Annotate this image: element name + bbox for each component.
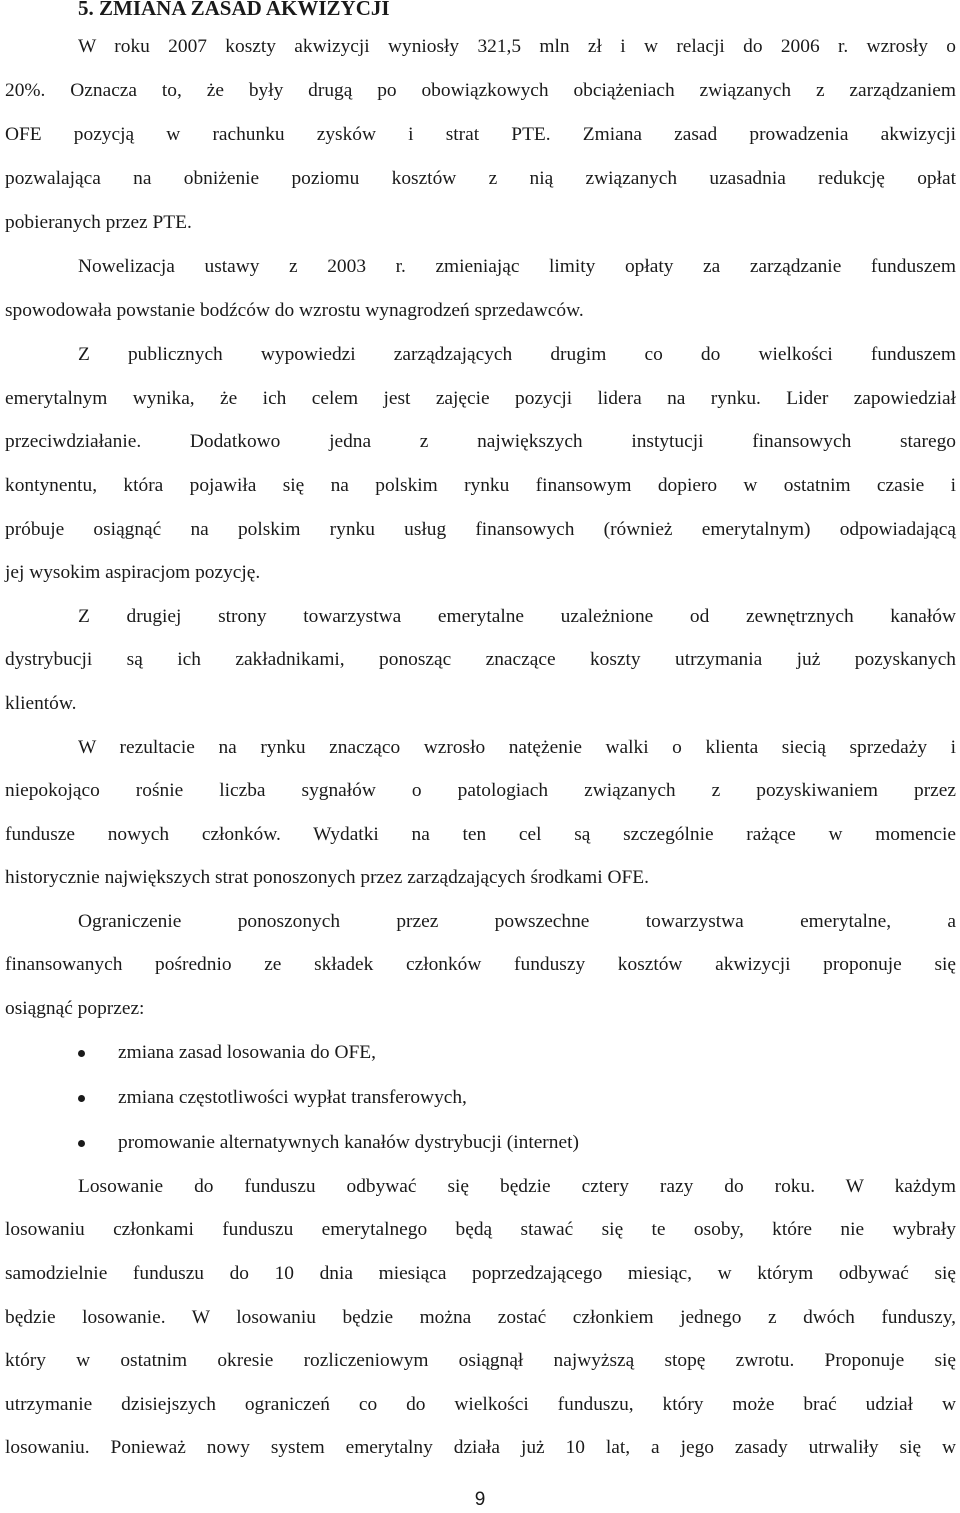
paragraph-line: Nowelizacja ustawy z 2003 r. zmieniając limity opłaty za zarządzanie funduszem bbox=[78, 256, 956, 277]
paragraph-line: historycznie największych strat ponoszonych przez zarządzających środkami OFE. bbox=[5, 867, 649, 888]
paragraph-line: który w ostatnim okresie rozliczeniowym osiągnął najwyższą stopę zwrotu. Proponuje się bbox=[5, 1350, 956, 1371]
paragraph-line: utrzymanie dzisiejszych ograniczeń co do wielkości funduszu, który może brać udział w bbox=[5, 1394, 956, 1415]
bullet-icon bbox=[78, 1050, 85, 1057]
paragraph-line: niepokojąco rośnie liczba sygnałów o patologiach związanych z pozyskiwaniem przez bbox=[5, 780, 956, 801]
paragraph-line: dystrybucji są ich zakładnikami, ponosząc znaczące koszty utrzymania już pozyskanych bbox=[5, 649, 956, 670]
section-heading: 5. ZMIANA ZASAD AKWIZYCJI bbox=[78, 0, 390, 20]
bullet-text: promowanie alternatywnych kanałów dystrybucji (internet) bbox=[118, 1132, 579, 1153]
bullet-list-item bbox=[78, 1129, 938, 1157]
bullet-text: zmiana częstotliwości wypłat transferowych, bbox=[118, 1087, 467, 1108]
bullet-icon bbox=[78, 1095, 85, 1102]
paragraph-line: W roku 2007 koszty akwizycji wyniosły 321,5 mln zł i w relacji do 2006 r. wzrosły o bbox=[78, 36, 956, 57]
paragraph-line: OFE pozycją w rachunku zysków i strat PTE. Zmiana zasad prowadzenia akwizycji bbox=[5, 124, 956, 145]
paragraph-line: pobieranych przez PTE. bbox=[5, 212, 192, 233]
paragraph-line: losowaniu członkami funduszu emerytalnego będą stawać się te osoby, które nie wybrały bbox=[5, 1219, 956, 1240]
paragraph-line: osiągnąć poprzez: bbox=[5, 998, 145, 1019]
paragraph-line: fundusze nowych członków. Wydatki na ten cel są szczególnie rażące w momencie bbox=[5, 824, 956, 845]
bullet-text: zmiana zasad losowania do OFE, bbox=[118, 1042, 376, 1063]
paragraph-line: klientów. bbox=[5, 693, 77, 714]
paragraph-line: W rezultacie na rynku znacząco wzrosło natężenie walki o klienta siecią sprzedaży i bbox=[78, 737, 956, 758]
paragraph-line: finansowanych pośrednio ze składek członków funduszy kosztów akwizycji proponuje się bbox=[5, 954, 956, 975]
paragraph-line: 20%. Oznacza to, że były drugą po obowiązkowych obciążeniach związanych z zarządzaniem bbox=[5, 80, 956, 101]
paragraph-line: spowodowała powstanie bodźców do wzrostu wynagrodzeń sprzedawców. bbox=[5, 300, 584, 321]
paragraph-line: kontynentu, która pojawiła się na polskim rynku finansowym dopiero w ostatnim czasie i bbox=[5, 475, 956, 496]
paragraph-line: emerytalnym wynika, że ich celem jest zajęcie pozycji lidera na rynku. Lider zapowiedział bbox=[5, 388, 956, 409]
paragraph-line: próbuje osiągnąć na polskim rynku usług finansowych (również emerytalnym) odpowiadającą bbox=[5, 519, 956, 540]
bullet-list-item bbox=[78, 1084, 938, 1112]
paragraph-line: Losowanie do funduszu odbywać się będzie cztery razy do roku. W każdym bbox=[78, 1176, 956, 1197]
paragraph-line: losowaniu. Ponieważ nowy system emerytalny działa już 10 lat, a jego zasady utrwaliły się w bbox=[5, 1437, 956, 1458]
paragraph-line: samodzielnie funduszu do 10 dnia miesiąca poprzedzającego miesiąc, w którym odbywać się bbox=[5, 1263, 956, 1284]
bullet-list-item bbox=[78, 1039, 938, 1067]
page-number: 9 bbox=[474, 1489, 486, 1510]
bullet-icon bbox=[78, 1140, 85, 1147]
paragraph-line: Z drugiej strony towarzystwa emerytalne uzależnione od zewnętrznych kanałów bbox=[78, 606, 956, 627]
paragraph-line: pozwalająca na obniżenie poziomu kosztów z nią związanych uzasadnia redukcję opłat bbox=[5, 168, 956, 189]
paragraph-line: jej wysokim aspiracjom pozycję. bbox=[5, 562, 261, 583]
paragraph-line: przeciwdziałanie. Dodatkowo jedna z największych instytucji finansowych starego bbox=[5, 431, 956, 452]
paragraph-line: Z publicznych wypowiedzi zarządzających drugim co do wielkości funduszem bbox=[78, 344, 956, 365]
paragraph-line: będzie losowanie. W losowaniu będzie można zostać członkiem jednego z dwóch funduszy, bbox=[5, 1307, 956, 1328]
paragraph-line: Ograniczenie ponoszonych przez powszechne towarzystwa emerytalne, a bbox=[78, 911, 956, 932]
